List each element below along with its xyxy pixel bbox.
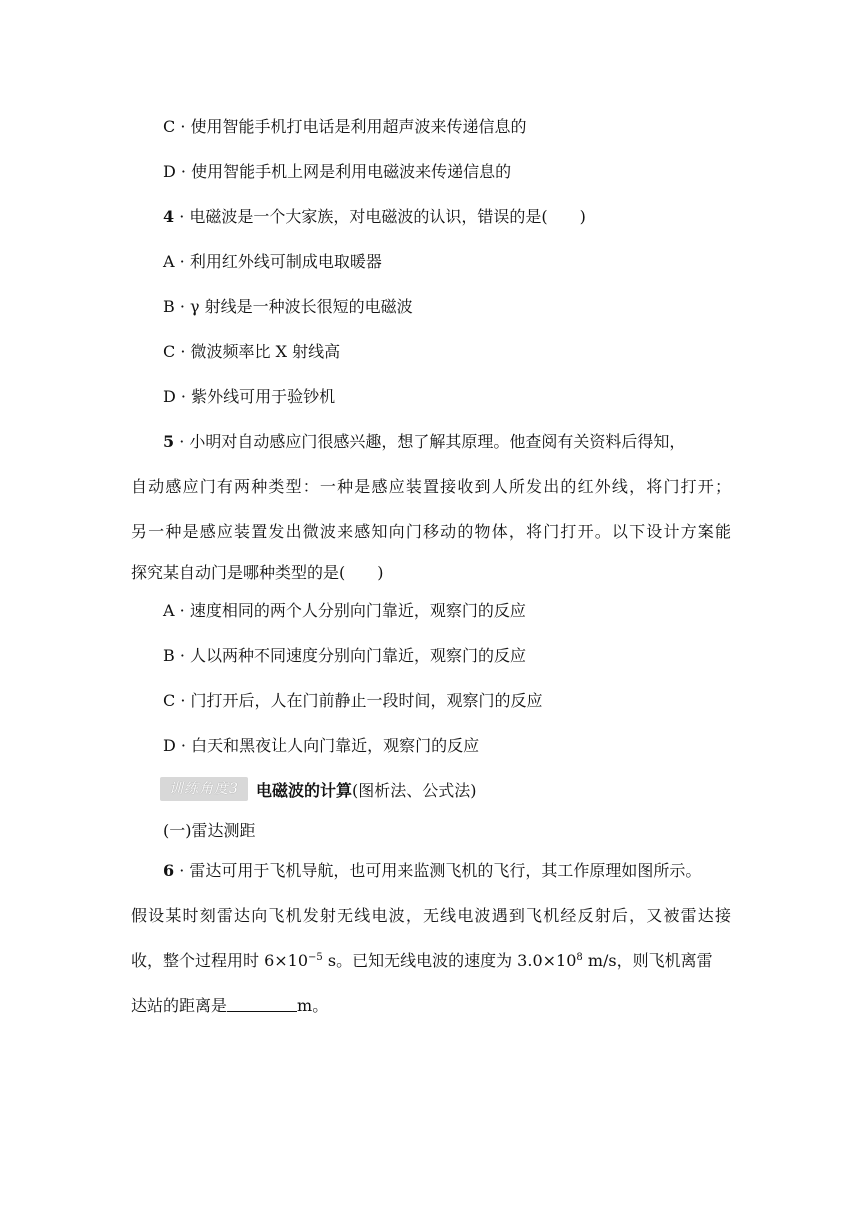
q5-option-a bbox=[163, 600, 526, 622]
separator: · bbox=[175, 736, 192, 755]
q4-stem bbox=[163, 206, 586, 228]
option-text: 人以两种不同速度分别向门靠近，观察门的反应 bbox=[190, 646, 527, 665]
question-text: 雷达可用于飞机导航，也可用来监测飞机的飞行，其工作原理如图所示。 bbox=[189, 861, 702, 880]
option-letter: C bbox=[163, 117, 176, 136]
option-letter: A bbox=[163, 601, 175, 620]
option-text: 紫外线可用于验钞机 bbox=[191, 387, 336, 406]
q6-stem-line-2: 假设某时刻雷达向飞机发射无线电波，无线电波遇到飞机经反射后，又被雷达接 bbox=[131, 906, 731, 925]
question-number: 6 bbox=[163, 861, 175, 880]
separator: · bbox=[175, 387, 192, 406]
q4-option-c bbox=[163, 341, 340, 363]
text-segment: m。 bbox=[297, 996, 329, 1015]
separator: · bbox=[174, 252, 190, 271]
section-title-main: 电磁波的计算 bbox=[256, 781, 353, 800]
separator: · bbox=[174, 646, 191, 665]
separator: · bbox=[174, 207, 190, 226]
option-text: 门打开后，人在门前静止一段时间，观察门的反应 bbox=[190, 691, 543, 710]
q5-stem-line-2: 自动感应门有两种类型：一种是感应装置接收到人所发出的红外线，将门打开； bbox=[131, 477, 731, 496]
q6-stem-line-1 bbox=[163, 860, 701, 882]
option-letter: B bbox=[163, 297, 175, 316]
option-letter: D bbox=[163, 736, 176, 755]
q5-stem-line-3: 另一种是感应装置发出微波来感知向门移动的物体，将门打开。以下设计方案能 bbox=[131, 522, 731, 541]
q5-option-d bbox=[163, 735, 479, 757]
option-letter: D bbox=[163, 162, 176, 181]
separator: · bbox=[174, 297, 191, 316]
option-letter: A bbox=[163, 252, 175, 271]
separator: · bbox=[174, 432, 190, 451]
separator: · bbox=[175, 691, 191, 710]
separator: · bbox=[175, 342, 191, 361]
option-text: γ 射线是一种波长很短的电磁波 bbox=[190, 297, 413, 316]
text-segment: m/s，则飞机离雷 bbox=[582, 951, 713, 970]
question-text: 小明对自动感应门很感兴趣，想了解其原理。他查阅有关资料后得知， bbox=[189, 432, 686, 451]
separator: · bbox=[175, 162, 192, 181]
option-text: 微波频率比 X 射线高 bbox=[190, 342, 341, 361]
answer-blank[interactable] bbox=[227, 997, 297, 1012]
option-letter: B bbox=[163, 646, 175, 665]
option-letter: D bbox=[163, 387, 176, 406]
q5-stem-line-4: 探究某自动门是哪种类型的是( ) bbox=[131, 563, 384, 582]
section-title bbox=[256, 780, 477, 802]
q5-stem-line-1 bbox=[163, 431, 685, 453]
option-text: 利用红外线可制成电取暖器 bbox=[189, 252, 382, 271]
option-text: 白天和黑夜让人向门靠近，观察门的反应 bbox=[191, 736, 480, 755]
question-number: 4 bbox=[163, 207, 175, 226]
text-segment: 收，整个过程用时 6×10 bbox=[131, 951, 309, 970]
option-letter: C bbox=[163, 691, 176, 710]
q4-option-d bbox=[163, 386, 335, 408]
option-text: 使用智能手机打电话是利用超声波来传递信息的 bbox=[190, 117, 527, 136]
separator: · bbox=[174, 601, 190, 620]
text-segment: s。已知无线电波的速度为 3.0×10 bbox=[322, 951, 577, 970]
q4-option-b bbox=[163, 296, 413, 318]
q4-option-a bbox=[163, 251, 382, 273]
section-title-methods: (图析法、公式法) bbox=[352, 781, 477, 800]
subsection-heading: (一)雷达测距 bbox=[163, 821, 256, 840]
exponent: −5 bbox=[308, 952, 323, 963]
exponent: 8 bbox=[576, 952, 583, 963]
question-text: 电磁波是一个大家族，对电磁波的认识，错误的是( ) bbox=[189, 207, 586, 226]
separator: · bbox=[175, 117, 191, 136]
q3-option-c bbox=[163, 116, 527, 138]
section-badge: 训练角度3 bbox=[160, 777, 248, 801]
separator: · bbox=[174, 861, 190, 880]
option-text: 使用智能手机上网是利用电磁波来传递信息的 bbox=[191, 162, 512, 181]
text-segment: 达站的距离是 bbox=[131, 996, 228, 1015]
q6-stem-line-4 bbox=[131, 995, 328, 1017]
q5-option-b bbox=[163, 645, 526, 667]
option-letter: C bbox=[163, 342, 176, 361]
question-number: 5 bbox=[163, 432, 175, 451]
q6-stem-line-3 bbox=[131, 950, 713, 972]
option-text: 速度相同的两个人分别向门靠近，观察门的反应 bbox=[189, 601, 526, 620]
q3-option-d bbox=[163, 161, 511, 183]
q5-option-c bbox=[163, 690, 543, 712]
